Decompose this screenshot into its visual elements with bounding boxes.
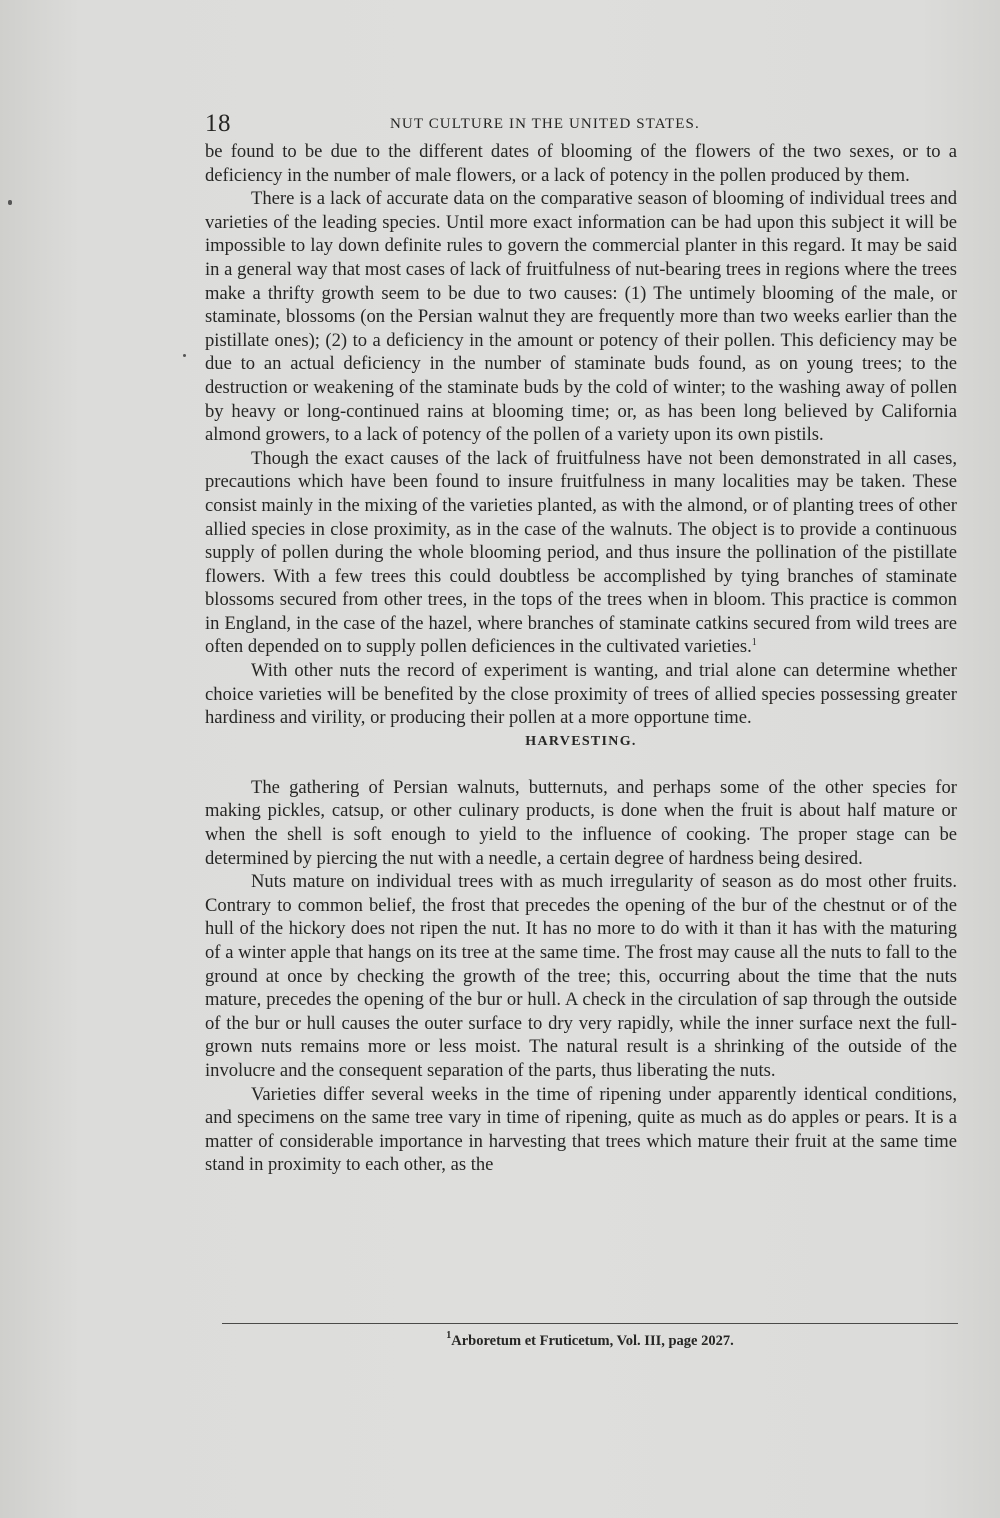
body-text xyxy=(205,140,957,1177)
footnote xyxy=(222,1331,958,1351)
paragraph: With other nuts the record of experiment is wanting, and trial alone can determine whether choice varieties will be benefited by the close proximity of trees of allied species possessing greater hardiness and virility, or producing their pollen at a more opportune time. xyxy=(205,660,957,729)
paragraph: Varieties differ several weeks in the time of ripening under apparently identical conditions, and specimens on the same tree vary in time of ripening, quite as much as do apples or pears. It is a matter of considerable importance in harvesting that trees which mature their fruit at the same time stand in proximity to each other, as the xyxy=(205,1083,957,1176)
paragraph: be found to be due to the different dates of blooming of the flowers of the two sexes, or to a deficiency in the number of male flowers, or a lack of potency in the pollen produced by them. xyxy=(205,141,957,186)
footnote-marker: 1 xyxy=(446,1330,452,1341)
scan-speck xyxy=(183,354,186,357)
page-number: 18 xyxy=(205,110,231,137)
paragraph-text: Though the exact causes of the lack of fruitfulness have not been demonstrated in all cases, precautions which have been found to insure fruitfulness in many localities may be taken. These consist mainly in the mixing of the varieties planted, as with the almond, or of planting trees of other allied species in close proximity, as in the case of the walnuts. The object is to provide a continuous supply of pollen during the whole blooming period, and thus insure the pollination of the pistillate flowers. With a few trees this could doubtless be accomplished by tying branches of staminate blossoms secured from other trees, in the tops of the trees when in bloom. This practice is common in England, in the case of the hazel, where branches of staminate catkins secured from wild trees are often depended on to supply pollen deficiences in the cultivated varieties. xyxy=(205,447,957,658)
page-header xyxy=(205,108,957,140)
footnote-text: Arboretum et Fruticetum, Vol. III, page 2027. xyxy=(451,1333,734,1349)
paragraph: Nuts mature on individual trees with as much irregularity of season as do most other fruits. Contrary to common belief, the frost that precedes the opening of the bur of the chestnut or of the hull of the hickory does not ripen the nut. It has no more to do with it than it has with the maturing of a winter apple that hangs on its tree at the same time. The frost may cause all the nuts to fall to the ground at once by checking the growth of the tree; this, occurring about the time that the nuts mature, precedes the opening of the bur or hull. A check in the circulation of sap through the outside of the bur or hull causes the outer surface to dry very rapidly, while the inner surface next the full-grown nuts remains more or less moist. The natural result is a shrinking of the outside of the involucre and the consequent separation of the parts, thus liberating the nuts. xyxy=(205,871,957,1081)
footnote-reference: 1 xyxy=(751,637,757,649)
running-title: NUT CULTURE IN THE UNITED STATES. xyxy=(390,116,700,132)
paragraph xyxy=(205,447,957,659)
footnote-rule xyxy=(222,1323,958,1324)
section-heading: HARVESTING. xyxy=(525,733,637,749)
scan-speck xyxy=(8,200,12,205)
paragraph: The gathering of Persian walnuts, butternuts, and perhaps some of the other species for making pickles, catsup, or other culinary products, is done when the fruit is about half mature or when the shell is soft enough to yield to the influence of cooking. The proper stage can be determined by piercing the nut with a needle, a certain degree of hardness being desired. xyxy=(205,776,957,869)
paragraph: There is a lack of accurate data on the comparative season of blooming of individual trees and varieties of the leading species. Until more exact information can be had upon this subject it will be impossible to lay down definite rules to govern the commercial planter in this regard. It may be said in a general way that most cases of lack of fruitfulness of nut-bearing trees in regions where the trees make a thrifty growth seem to be due to two causes: (1) The untimely blooming of the male, or staminate, blossoms (on the Persian walnut they are frequently more than two weeks earlier than the pistillate ones); (2) to a deficiency in the amount or potency of their pollen. This deficiency may be due to an actual deficiency in the number of staminate buds found, as on young trees; to the destruction or weakening of the staminate buds by the cold of winter; to the washing away of pollen by heavy or long-continued rains at blooming time; or, as has been long believed by California almond growers, to a lack of potency of the pollen of a variety upon its own pistils. xyxy=(205,188,957,446)
